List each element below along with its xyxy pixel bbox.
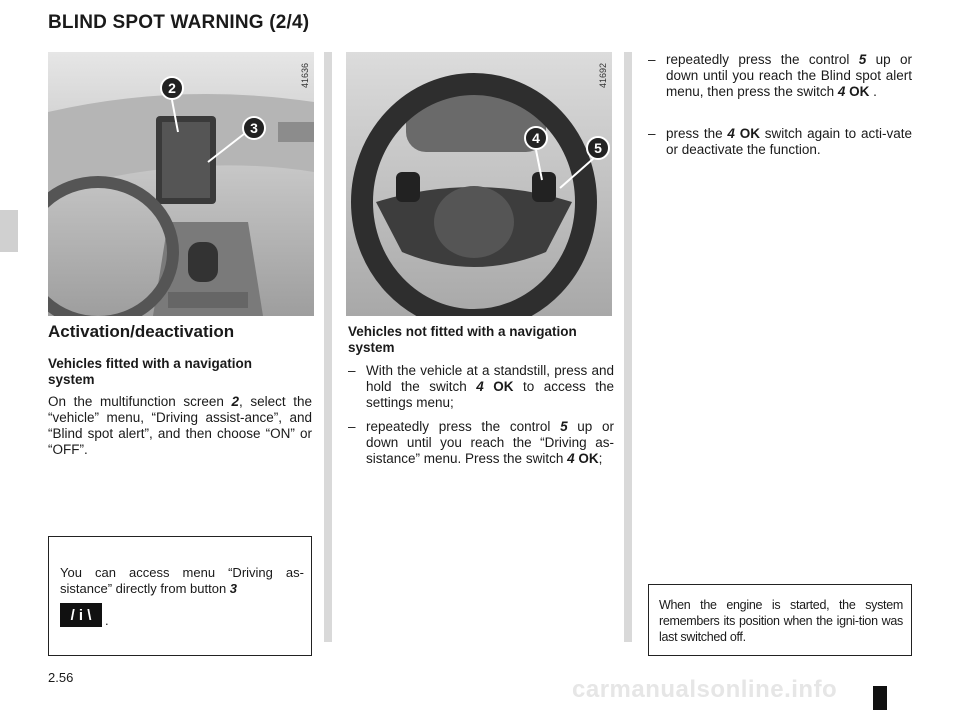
memory-note-text: When the engine is started, the system remembers its position when the igni-tion was last switched off. <box>659 598 903 644</box>
right-step-2: – press the 4 OK switch again to acti-vate or deactivate the function. <box>648 126 912 157</box>
photo-reference-middle: 41692 <box>598 62 608 88</box>
right-step-1: – repeatedly press the control 5 up or down until you reach the Blind spot alert menu, then press the switch 4 OK . <box>648 52 912 99</box>
memory-note-box <box>648 584 912 656</box>
tip-text: You can access menu “Driving as-sistance” directly from button 3 <box>60 565 304 596</box>
dashboard-photo <box>48 52 314 316</box>
tip-box <box>48 536 312 656</box>
page-number: 2.56 <box>48 670 74 685</box>
no-nav-step-1: – With the vehicle at a standstill, press and hold the switch 4 OK to access the settings menu; <box>348 363 614 410</box>
nav-paragraph: On the multifunction screen 2, select the “vehicle” menu, “Driving assist-ance”, and “Blind spot alert”, and then choose “ON” or “OFF”. <box>48 394 312 457</box>
steering-wheel-photo <box>346 52 612 316</box>
corner-mark <box>873 686 887 710</box>
tip-period: . <box>105 613 109 628</box>
column-divider-right <box>624 52 632 642</box>
section-heading: Activation/deactivation <box>48 322 235 341</box>
callout-4: 4 <box>524 126 548 150</box>
callout-2: 2 <box>160 76 184 100</box>
page-title: BLIND SPOT WARNING (2/4) <box>48 12 310 33</box>
watermark: carmanualsonline.info <box>572 676 838 703</box>
section-tab <box>0 210 18 252</box>
nav-subheading: Vehicles fitted with a navigation system <box>48 356 253 387</box>
no-nav-step-2: – repeatedly press the control 5 up or down until you reach the “Driving as-sistance” menu. Press the switch 4 OK; <box>348 419 614 466</box>
no-nav-subheading: Vehicles not fitted with a navigation system <box>348 324 577 355</box>
photo-reference-left: 41636 <box>300 62 310 88</box>
title-part: (2/4) <box>269 12 310 33</box>
driving-assistance-icon: / i \ <box>60 603 102 627</box>
callout-5: 5 <box>586 136 610 160</box>
callout-3: 3 <box>242 116 266 140</box>
column-divider-left <box>324 52 332 642</box>
